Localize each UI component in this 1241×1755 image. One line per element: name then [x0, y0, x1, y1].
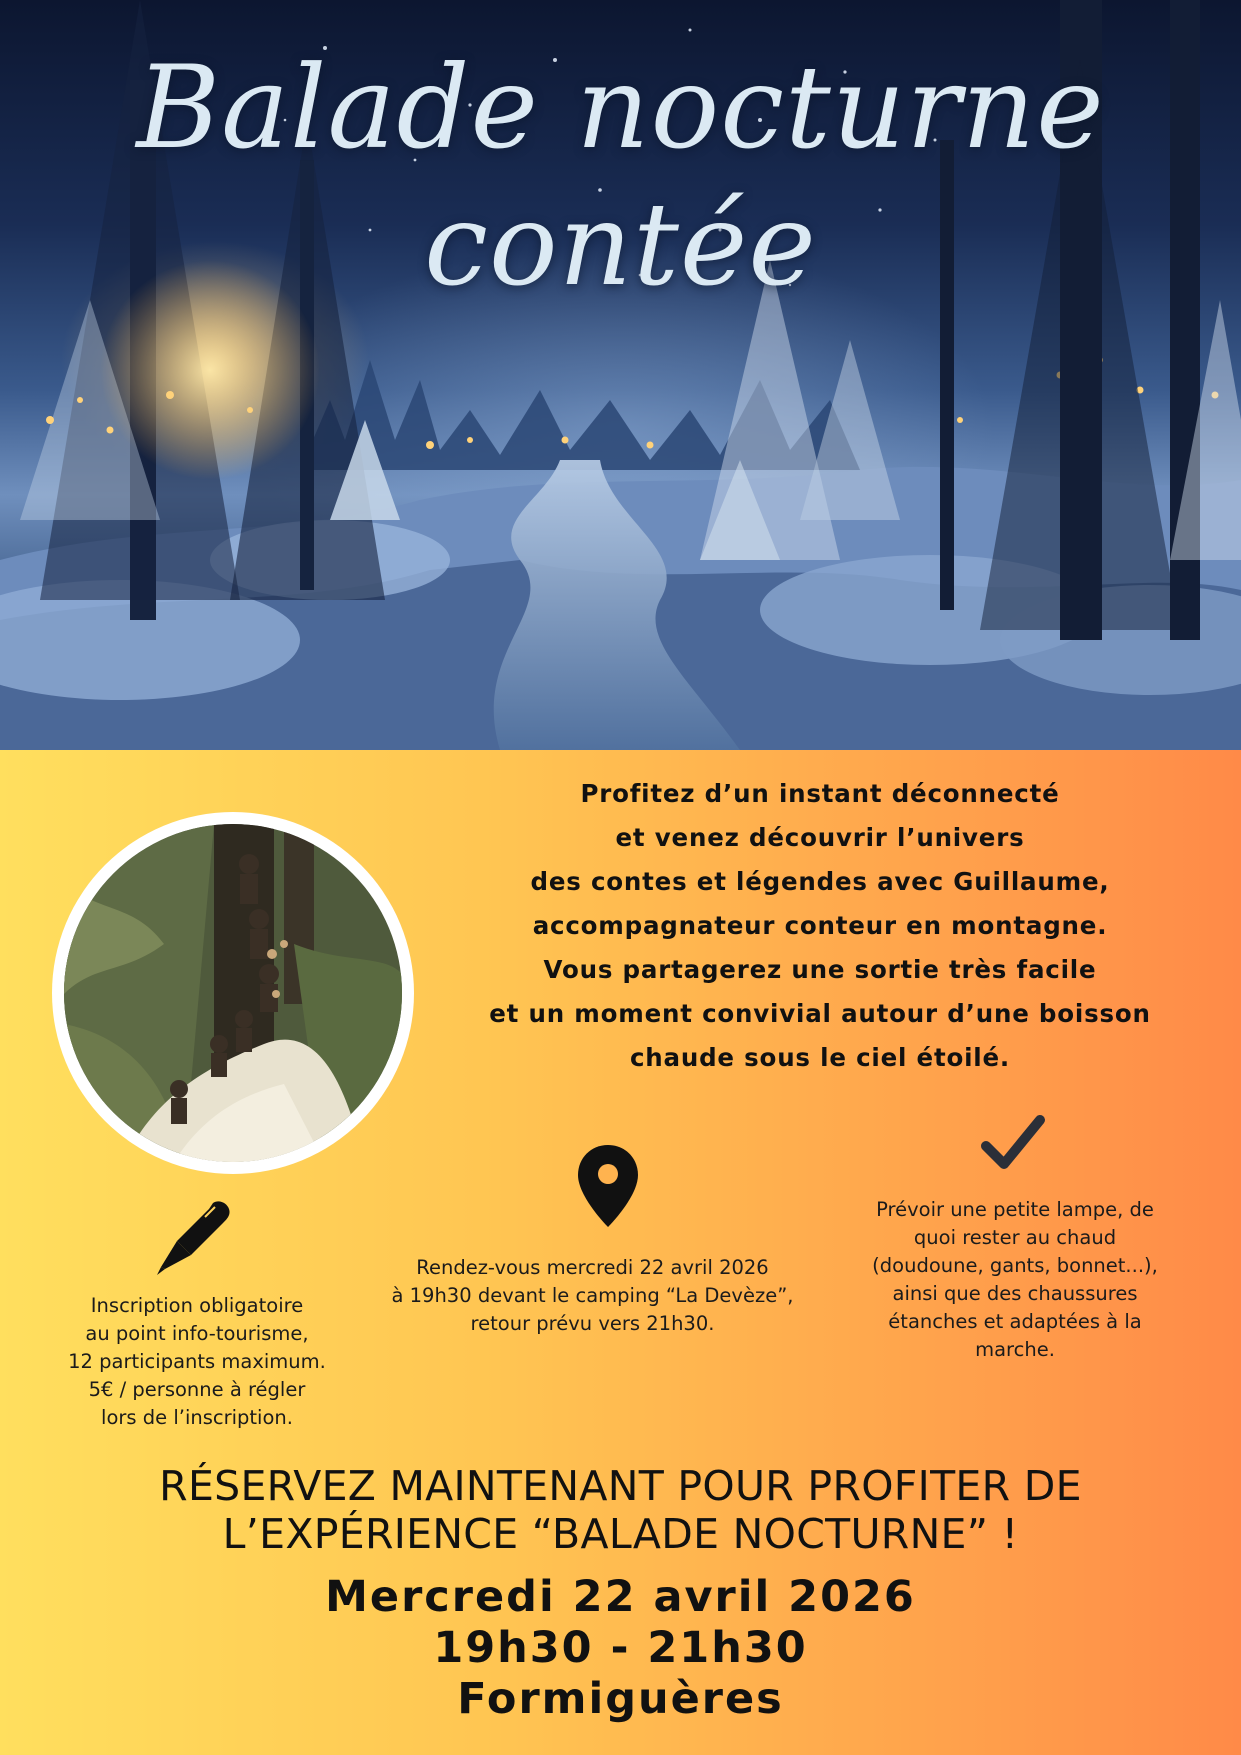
intro-line: Profitez d’un instant déconnecté: [580, 779, 1060, 808]
hikers-engraving-photo: [52, 812, 414, 1174]
equipment-line: ainsi que des chaussures: [892, 1282, 1138, 1305]
equipment-info: [850, 1196, 1180, 1364]
event-details: [60, 1572, 1181, 1725]
meeting-line: à 19h30 devant le camping “La Devèze”,: [391, 1284, 794, 1307]
registration-line: 5€ / personne à régler: [88, 1378, 306, 1401]
intro-line: accompagnateur conteur en montagne.: [532, 911, 1108, 940]
intro-line: Vous partagerez une sortie très facile: [543, 955, 1097, 984]
intro-text: [455, 772, 1185, 1080]
meeting-info: [365, 1254, 820, 1338]
registration-info: [42, 1292, 352, 1432]
registration-line: 12 participants maximum.: [68, 1350, 326, 1373]
location-pin-icon: [578, 1145, 638, 1232]
forest-procession-illustration: [64, 824, 402, 1162]
equipment-line: marche.: [975, 1338, 1055, 1361]
equipment-line: (doudoune, gants, bonnet...),: [872, 1254, 1158, 1277]
poster-title: Balade nocturne contée: [136, 41, 1105, 311]
intro-line: et venez découvrir l’univers: [615, 823, 1025, 852]
checkmark-icon: [980, 1112, 1046, 1177]
equipment-line: étanches et adaptées à la: [888, 1310, 1142, 1333]
event-time: 19h30 - 21h30: [433, 1623, 808, 1673]
registration-line: Inscription obligatoire: [90, 1294, 304, 1317]
hero-banner: [0, 0, 1241, 750]
booking-call-to-action: [40, 1462, 1201, 1558]
event-date: Mercredi 22 avril 2026: [325, 1572, 916, 1622]
meeting-line: retour prévu vers 21h30.: [470, 1312, 715, 1335]
intro-line: des contes et légendes avec Guillaume,: [530, 867, 1110, 896]
meeting-line: Rendez-vous mercredi 22 avril 2026: [416, 1256, 769, 1279]
intro-line: chaude sous le ciel étoilé.: [629, 1043, 1011, 1072]
registration-line: au point info-tourisme,: [85, 1322, 309, 1345]
cta-line: L’EXPÉRIENCE “BALADE NOCTURNE” !: [222, 1510, 1019, 1558]
event-place: Formiguères: [457, 1674, 784, 1724]
cta-line: RÉSERVEZ MAINTENANT POUR PROFITER DE: [159, 1462, 1082, 1510]
pen-icon: [155, 1197, 235, 1282]
intro-line: et un moment convivial autour d’une boisson: [489, 999, 1151, 1028]
equipment-line: Prévoir une petite lampe, de: [876, 1198, 1154, 1221]
info-section: [0, 750, 1241, 1755]
equipment-line: quoi rester au chaud: [913, 1226, 1117, 1249]
registration-line: lors de l’inscription.: [101, 1406, 293, 1429]
